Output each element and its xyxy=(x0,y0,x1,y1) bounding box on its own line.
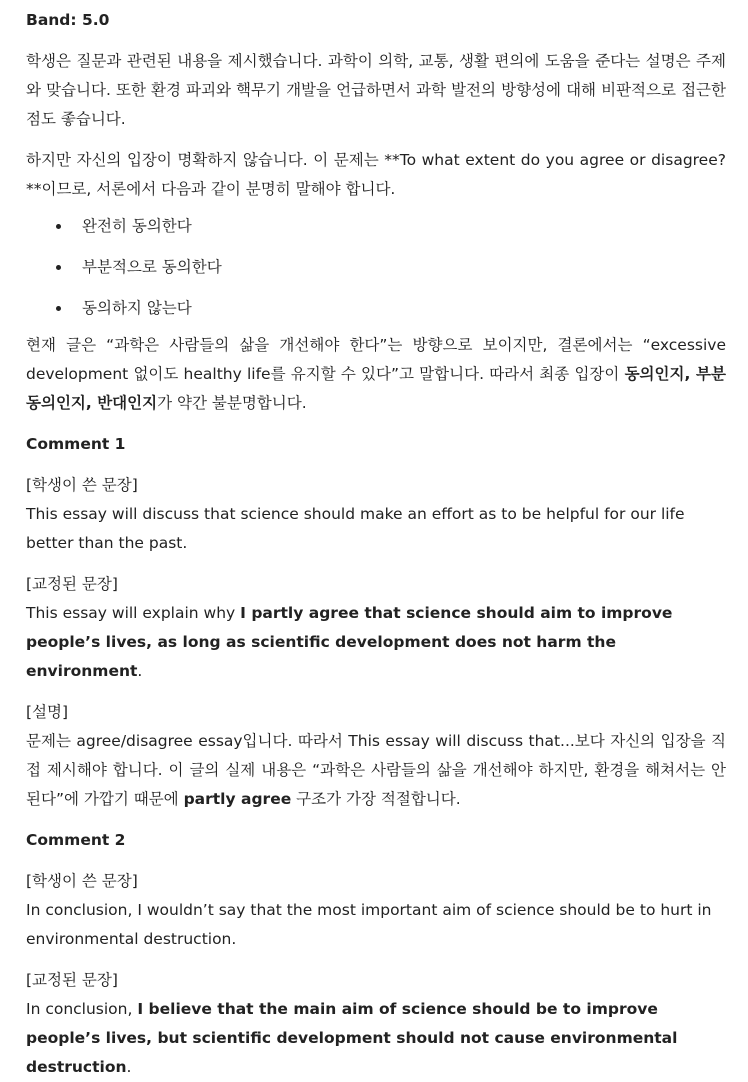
corrected-sentence-plain: This essay will explain why xyxy=(26,604,241,622)
explanation-text-a: 문제는 agree/disagree essay입니다. 따라서 This essay will discuss that...보다 자신의 입장을 직접 제시해야 합니다. 이 글의 실제 내용은 “과학은 사람들의 삶을 개선해야 하지만, 환경을 해쳐서는 안 된다”에 가깝기 때문에 xyxy=(26,732,726,808)
corrected-sentence-label: [교정된 문장] xyxy=(26,575,118,593)
intro-paragraph-2: 하지만 자신의 입장이 명확하지 않습니다. 이 문제는 **To what extent do you agree or disagree?**이므로, 서론에서 다음과 같이 분명히 말해야 합니다. xyxy=(26,151,726,198)
intro-paragraph-3-end: 가 약간 불분명합니다. xyxy=(157,394,307,412)
stance-disagree: 반대인지 xyxy=(97,394,158,412)
student-sentence-label: [학생이 쓴 문장] xyxy=(26,476,138,494)
comment-2-corrected-section xyxy=(26,966,726,1082)
student-sentence: In conclusion, I wouldn’t say that the most important aim of science should be to hurt in environmental destruction. xyxy=(26,901,712,948)
corrected-sentence-plain: In conclusion, xyxy=(26,1000,138,1018)
intro-paragraph-3 xyxy=(26,331,726,418)
band-score: Band: 5.0 xyxy=(26,11,110,29)
corrected-sentence-end: . xyxy=(137,662,143,680)
corrected-sentence-bold: I partly agree that science should aim to improve people’s lives, as long as scientific development does not harm the environment xyxy=(26,604,673,680)
intro-paragraph-1: 학생은 질문과 관련된 내용을 제시했습니다. 과학이 의학, 교통, 생활 편의에 도움을 준다는 설명은 주제와 맞습니다. 또한 환경 파괴와 핵무기 개발을 언급하면서 과학 발전의 방향성에 대해 비판적으로 접근한 점도 좋습니다. xyxy=(26,52,726,128)
stance-agree: 동의인지 xyxy=(624,365,685,383)
intro-paragraph-3-text: 현재 글은 “과학은 사람들의 삶을 개선해야 한다”는 방향으로 보이지만, 결론에서는 “excessive development 없이도 healthy life를 유지할 수 있다”고 말합니다. 따라서 최종 입장이 xyxy=(26,336,726,383)
stance-separator: , xyxy=(85,394,98,412)
comment-1-student-section xyxy=(26,471,726,558)
stance-separator: , xyxy=(684,365,697,383)
corrected-sentence xyxy=(26,995,726,1082)
comment-2-title: Comment 2 xyxy=(26,831,126,849)
student-sentence-label: [학생이 쓴 문장] xyxy=(26,872,138,890)
list-item: 완전히 동의한다 xyxy=(56,212,726,241)
stance-options-list xyxy=(26,212,726,323)
comment-1-title: Comment 1 xyxy=(26,435,126,453)
comment-1-explanation-section xyxy=(26,698,726,814)
explanation-text-c: 구조가 가장 적절합니다. xyxy=(291,790,461,808)
explanation-label: [설명] xyxy=(26,703,69,721)
explanation-bold: partly agree xyxy=(183,790,292,808)
comment-2-student-section xyxy=(26,867,726,954)
comment-1-corrected-section xyxy=(26,570,726,686)
corrected-sentence-bold: I believe that the main aim of science should be to improve people’s lives, but scientific development should not cause environmental destruction xyxy=(26,1000,678,1076)
corrected-sentence-label: [교정된 문장] xyxy=(26,971,118,989)
corrected-sentence-end: . xyxy=(126,1058,132,1076)
explanation-text xyxy=(26,727,726,814)
student-sentence: This essay will discuss that science should make an effort as to be helpful for our life better than the past. xyxy=(26,505,685,552)
stance-partly-agree: 부분 동의인지 xyxy=(26,365,726,412)
corrected-sentence xyxy=(26,599,726,686)
list-item: 부분적으로 동의한다 xyxy=(56,253,726,282)
list-item: 동의하지 않는다 xyxy=(56,294,726,323)
